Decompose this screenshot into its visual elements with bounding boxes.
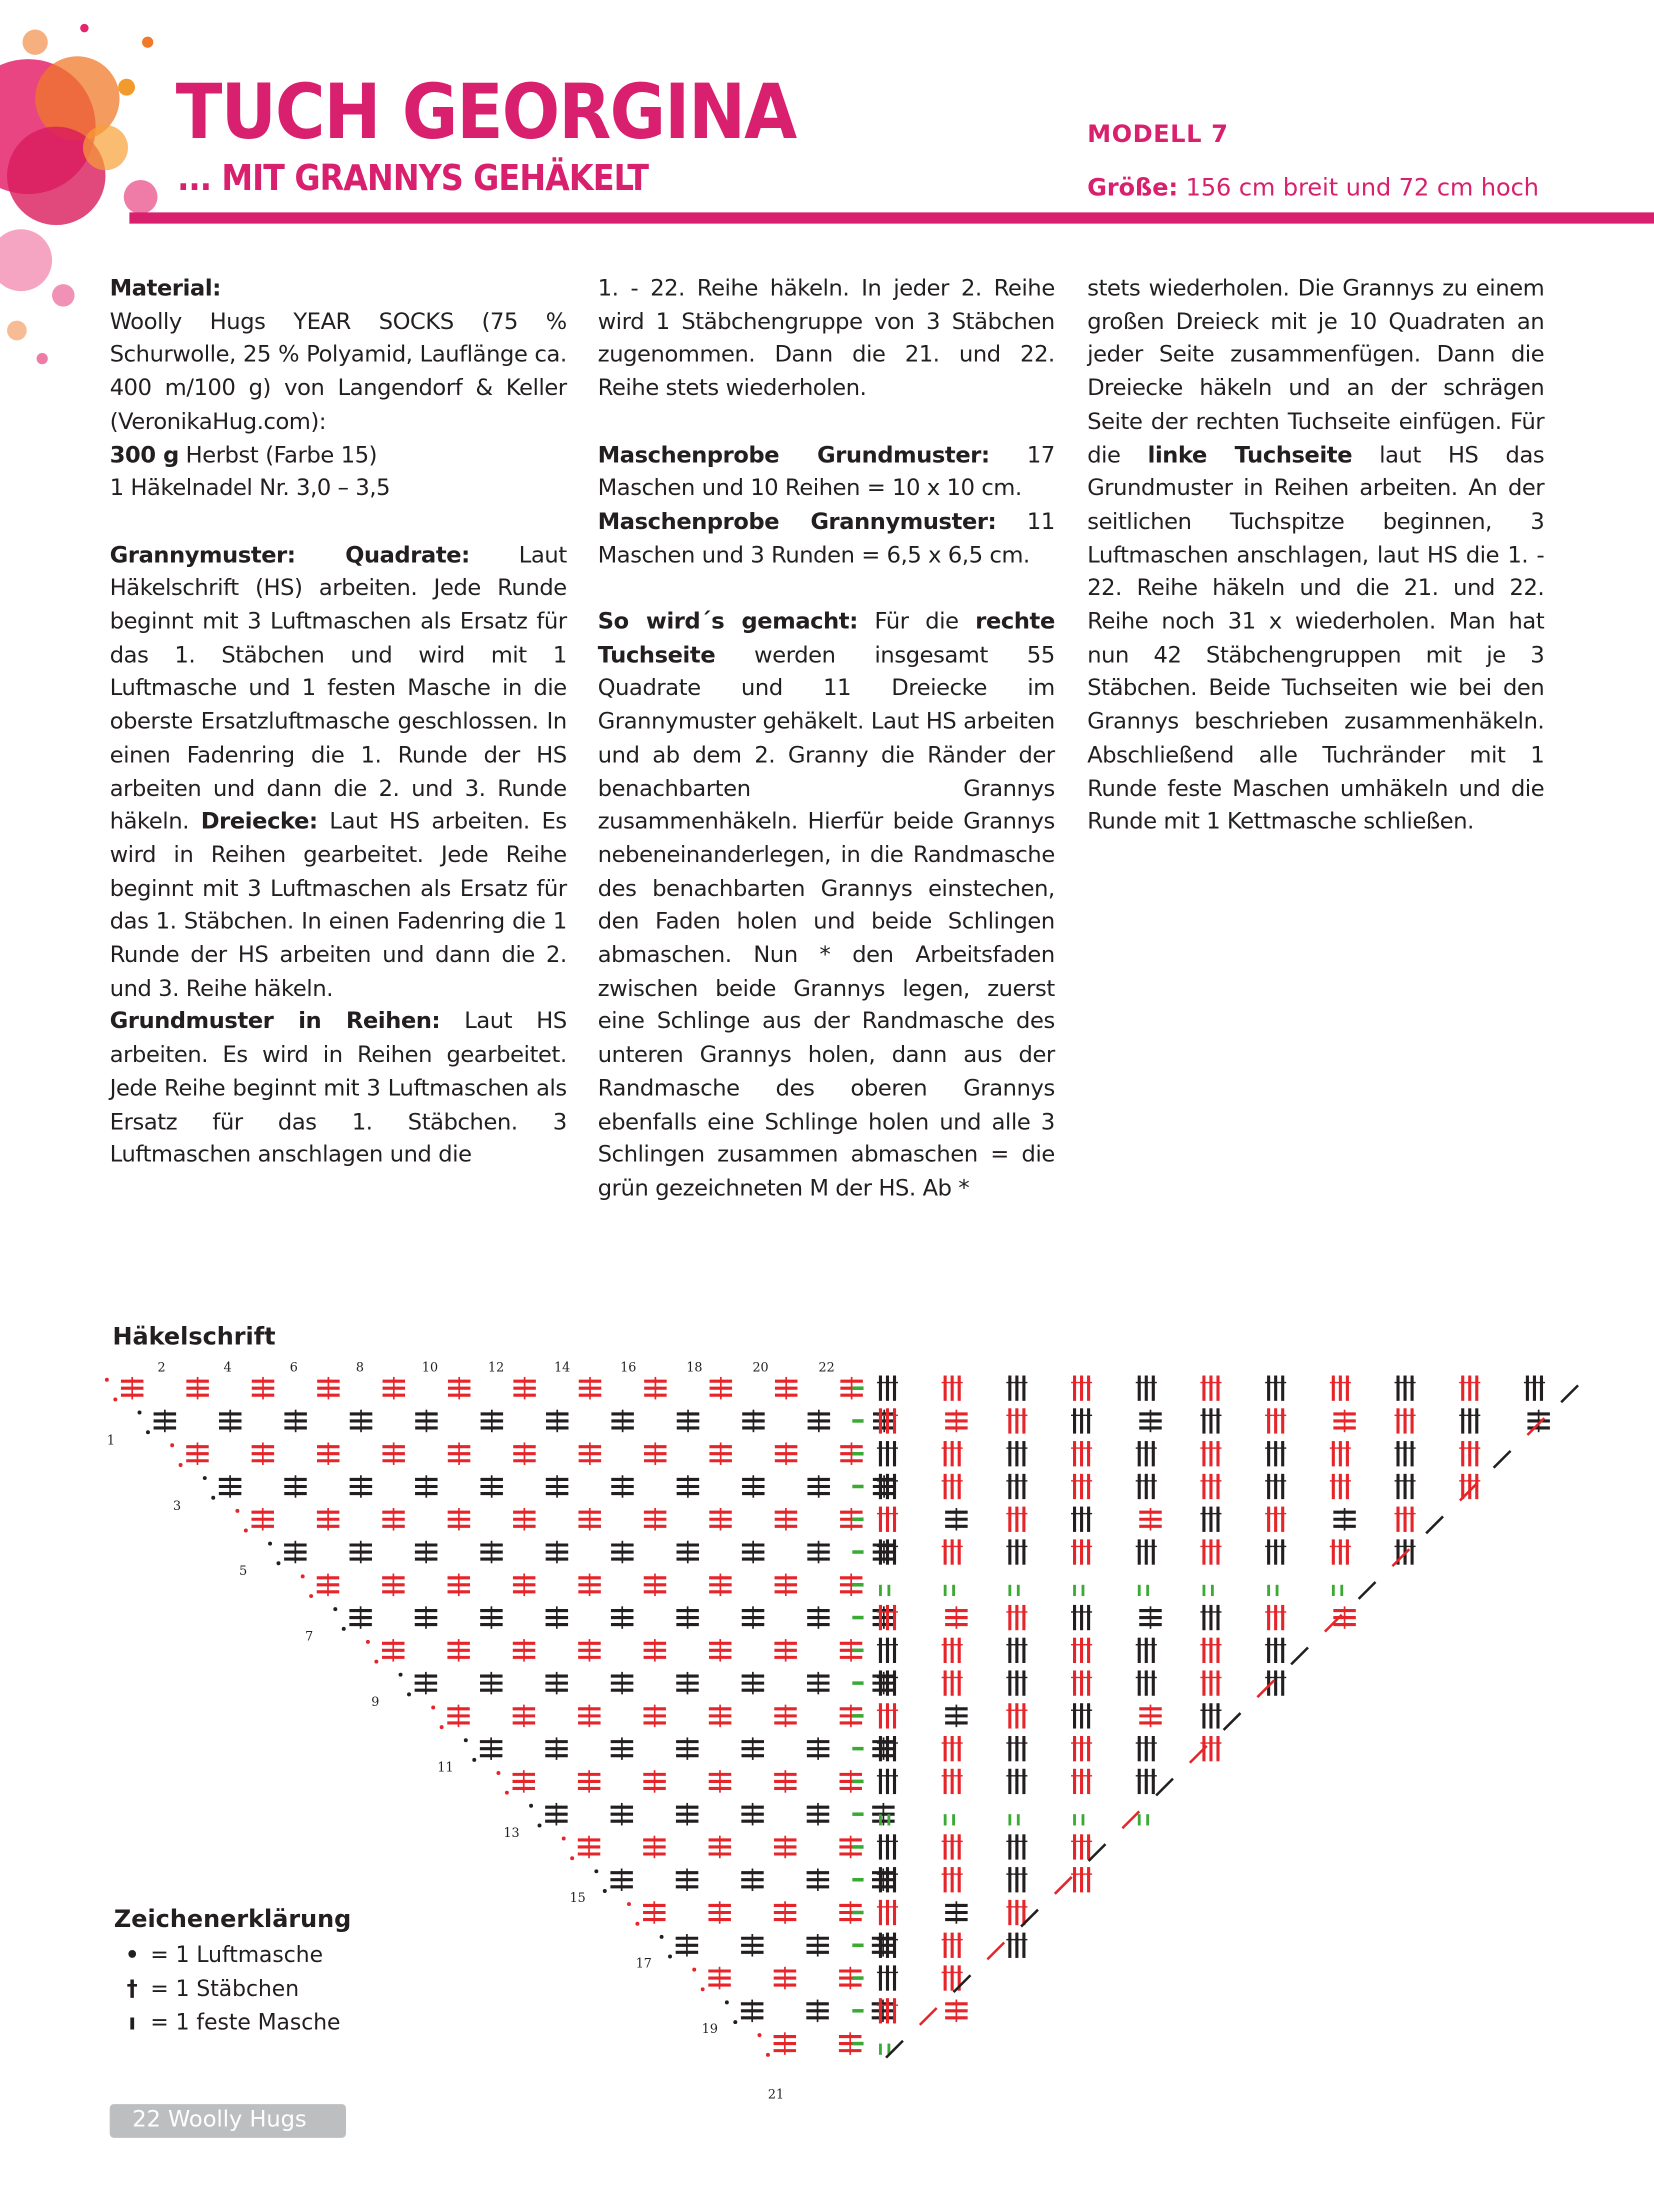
chain-dot: [301, 1574, 305, 1578]
chain-dot: [668, 1955, 672, 1959]
row-number: 13: [503, 1824, 520, 1840]
chain-dot: [342, 1627, 346, 1631]
single-crochet-icon: ı: [128, 2009, 136, 2036]
legend-label: = 1 Luftmasche: [150, 1942, 324, 1968]
stitch-mark: [1224, 1713, 1241, 1730]
row-number: 18: [686, 1359, 703, 1375]
chain-dot: [635, 1922, 639, 1926]
chain-dot: [440, 1725, 444, 1729]
chain-dot: [407, 1692, 411, 1696]
stitch-mark: [1055, 1877, 1072, 1894]
chain-dot: [725, 2000, 729, 2004]
chain-dot: [113, 1397, 117, 1401]
chain-dot: [244, 1529, 248, 1533]
chain-dot: [603, 1889, 607, 1893]
chain-dot: [431, 1705, 435, 1709]
chain-dot: [203, 1476, 207, 1480]
legend-item-double: [121, 1976, 299, 2001]
page-subtitle: ... MIT GRANNYS GEHÄKELT: [177, 157, 649, 199]
chain-dot: [758, 2033, 762, 2037]
chain-dot: [138, 1411, 142, 1415]
paragraph: Woolly Hugs YEAR SOCKS (75 % Schurwolle, 25 % Polyamid, Lauflänge ca. 400 m/100 g) von Langendorf & Keller (VeronikaHug.com):: [109, 307, 567, 435]
stitch-mark: [1257, 1680, 1274, 1697]
double-crochet-icon: †: [126, 1976, 138, 2002]
paragraph: Material:: [109, 274, 221, 301]
row-number: 22: [818, 1359, 835, 1375]
chain-stitch-icon: •: [125, 1942, 140, 1968]
row-number: 19: [701, 2021, 718, 2037]
chain-dot: [701, 1987, 705, 1991]
chain-dot: [374, 1660, 378, 1664]
size-info: [1087, 174, 1539, 202]
chain-dot: [505, 1791, 509, 1795]
row-number: 4: [223, 1359, 232, 1375]
chain-dot: [766, 2053, 770, 2057]
chain-dot: [627, 1902, 631, 1906]
chain-dot: [733, 2020, 737, 2024]
page-title: TUCH GEORGINA: [175, 67, 796, 157]
paragraph: 300 g Herbst (Farbe 15): [109, 440, 378, 468]
row-number: 3: [172, 1497, 182, 1513]
row-number: 9: [371, 1694, 380, 1710]
chain-dot: [179, 1463, 183, 1467]
chain-dot: [529, 1804, 533, 1808]
row-number: 1: [106, 1432, 115, 1448]
chain-dot: [472, 1758, 476, 1762]
row-number: 6: [289, 1359, 298, 1375]
row-number: 15: [569, 1890, 586, 1906]
stitch-mark: [1359, 1582, 1376, 1599]
row-number: 7: [305, 1628, 314, 1644]
chain-dot: [268, 1542, 272, 1546]
row-number: 20: [752, 1359, 769, 1375]
stitch-mark: [1561, 1385, 1578, 1402]
chain-dot: [538, 1823, 542, 1827]
stitch-mark: [1089, 1844, 1106, 1861]
crochet-chart: [98, 1357, 1603, 2102]
paragraph: Grannymuster: Quadrate: Laut Häkelschrift (HS) arbeiten. Jede Runde beginnt mit 3 Luftmaschen als Ersatz für das 1. Stäbchen und wird mit 1 Luftmasche und 1 festen Masche in die oberste Ersatzluftmasche geschlossen. In einen Fadenring die 1. Runde der HS arbeiten und dann die 2. und 3. Runde häkeln. Dreiecke: Laut HS arbeiten. Es wird in Reihen gearbeitet. Jede Reihe beginnt mit 3 Luftmaschen als Ersatz für das 1. Stäbchen. In einen Fadenring die 1 Runde der HS arbeiten und dann die 2. und 3. Reihe häkeln.: [109, 540, 567, 1002]
chain-dot: [594, 1869, 598, 1873]
chain-dot: [146, 1430, 150, 1434]
chain-dot: [366, 1640, 370, 1644]
stitch-mark: [1156, 1779, 1173, 1796]
chain-dot: [309, 1594, 313, 1598]
row-number: 11: [437, 1759, 454, 1775]
stitch-mark: [920, 2008, 937, 2025]
stitch-mark: [1122, 1811, 1139, 1828]
legend-item-single: [121, 2010, 341, 2035]
chain-dot: [496, 1771, 500, 1775]
footer-bar: [110, 2104, 346, 2138]
legend-title: Zeichenerklärung: [113, 1905, 352, 1934]
paragraph: Maschenprobe Grundmuster: 17 Maschen und 10 Reihen = 10 x 10 cm.: [597, 440, 1055, 501]
chain-dot: [211, 1496, 215, 1500]
legend-label: = 1 Stäbchen: [150, 1976, 300, 2002]
row-number: 5: [239, 1563, 248, 1579]
chart-title: Häkelschrift: [112, 1323, 276, 1352]
chain-dot: [660, 1935, 664, 1939]
paragraph: Maschenprobe Grannymuster: 11 Maschen und 3 Runden = 6,5 x 6,5 cm.: [597, 507, 1055, 568]
stitch-mark: [1291, 1648, 1308, 1665]
paragraph: 1. - 22. Reihe häkeln. In jeder 2. Reihe wird 1 Stäbchengruppe von 3 Stäbchen zugenommen. Dann die 21. und 22. Reihe stets wiederholen.: [597, 274, 1055, 401]
header-divider: [129, 212, 1654, 223]
stitch-mark: [1426, 1516, 1443, 1533]
paragraph-gap: [110, 505, 567, 538]
legend-item-chain: [121, 1942, 323, 1967]
row-number: 17: [635, 1955, 652, 1971]
model-number: MODELL 7: [1087, 120, 1229, 150]
stitch-mark: [1494, 1451, 1511, 1468]
paragraph-gap: [598, 405, 1055, 438]
row-number: 21: [767, 2086, 785, 2102]
stitch-mark: [987, 1942, 1004, 1959]
row-number: 16: [620, 1359, 637, 1375]
paragraph: stets wiederholen. Die Grannys zu einem großen Dreieck mit je 10 Quadraten an jeder Seite zusammenfügen. Dann die Dreiecke häkeln und an der schrägen Seite der rechten Tuchseite einfügen. Für die linke Tuchseite laut HS das Grundmuster in Reihen arbeiten. An der seitlichen Tuchspitze beginnen, 3 Luftmaschen anschlagen, laut HS die 1. - 22. Reihe häkeln und die 21. und 22. Reihe noch 31 x wiederholen. Man hat nun 42 Stäbchengruppen mit je 3 Stäbchen. Beide Tuchseiten wie bei den Grannys beschrieben zusammenhäkeln. Abschließend alle Tuchränder mit 1 Runde feste Maschen umhäkeln und die Runde mit 1 Kettmasche schließen.: [1087, 274, 1545, 835]
row-number: 10: [421, 1359, 439, 1375]
row-number: 14: [554, 1359, 571, 1375]
paragraph: So wird´s gemacht: Für die rechte Tuchseite werden insgesamt 55 Quadrate und 11 Dreiecke im Grannymuster gehäkelt. Laut HS arbeiten und ab dem 2. Granny die Ränder der benachbarten Grannys zusammenhäkeln. Hierfür beide Grannys nebeneinanderlegen, in die Randmasche des benachbarten Grannys einstechen, den Faden holen und beide Schlingen abmaschen. Nun * den Arbeitsfaden zwischen beide Grannys legen, zuerst eine Schlinge aus der Randmasche des unteren Grannys holen, dann aus der Randmasche des oberen Grannys ebenfalls eine Schlinge holen und alle 3 Schlingen zusammen abmaschen = die grün gezeichneten M der HS. Ab *: [597, 607, 1055, 1202]
row-number: 8: [355, 1359, 364, 1375]
text-column-3: [1087, 271, 1544, 838]
chain-dot: [399, 1673, 403, 1677]
chain-dot: [277, 1561, 281, 1565]
stitch-mark: [954, 1975, 971, 1992]
text-column-2: [598, 271, 1055, 1204]
paragraph-gap: [598, 571, 1055, 604]
size-label: Größe:: [1087, 174, 1179, 203]
text-column-1: [110, 271, 567, 1171]
paragraph: Grundmuster in Reihen: Laut HS arbeiten. Es wird in Reihen gearbeitet. Jede Reihe beginnt mit 3 Luftmaschen als Ersatz für das 1. Stäbchen. 3 Luftmaschen anschlagen und die: [109, 1007, 567, 1168]
chain-dot: [333, 1607, 337, 1611]
stitch-mark: [1392, 1549, 1409, 1566]
page-number: 22 Woolly Hugs: [132, 2105, 307, 2133]
chain-dot: [464, 1738, 468, 1742]
row-number: 2: [157, 1359, 166, 1375]
chain-dot: [170, 1443, 174, 1447]
row-number: 12: [488, 1359, 505, 1375]
chain-dot: [570, 1856, 574, 1860]
paragraph: 1 Häkelnadel Nr. 3,0 – 3,5: [109, 474, 391, 502]
legend-label: = 1 feste Masche: [150, 2009, 341, 2036]
size-value: 156 cm breit und 72 cm hoch: [1185, 174, 1539, 203]
chain-dot: [562, 1837, 566, 1841]
chain-dot: [692, 1968, 696, 1972]
chain-dot: [235, 1509, 239, 1513]
chain-dot: [105, 1378, 109, 1382]
